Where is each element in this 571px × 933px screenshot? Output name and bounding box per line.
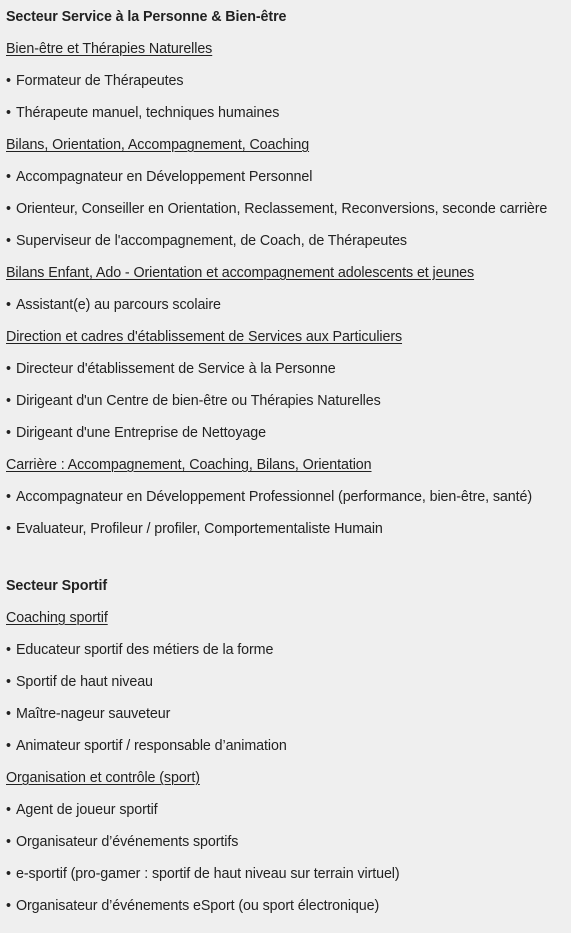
list-item: • Sportif de haut niveau — [6, 669, 571, 701]
bullet-icon: • — [6, 706, 11, 722]
list-item: • Accompagnateur en Développement Personnel — [6, 164, 571, 196]
section-service-personne — [6, 4, 571, 548]
bullet-icon: • — [6, 73, 11, 89]
list-item: • Dirigeant d'un Centre de bien-être ou Thérapies Naturelles — [6, 388, 571, 420]
group-heading: Bien-être et Thérapies Naturelles — [6, 41, 213, 57]
list-item: • Accompagnateur en Développement Professionnel (performance, bien-être, santé) — [6, 484, 571, 516]
bullet-icon: • — [6, 201, 11, 217]
group-heading: Coaching sportif — [6, 610, 108, 626]
group-heading: Direction et cadres d'établissement de Services aux Particuliers — [6, 329, 403, 345]
group-heading: Bilans Enfant, Ado - Orientation et accompagnement adolescents et jeunes — [6, 265, 475, 281]
bullet-icon: • — [6, 393, 11, 409]
list-item: • Educateur sportif des métiers de la forme — [6, 637, 571, 669]
list-item: • Organisateur d’événements eSport (ou sport électronique) — [6, 893, 571, 925]
list-item: • Assistant(e) au parcours scolaire — [6, 292, 571, 324]
group-heading: Organisation et contrôle (sport) — [6, 770, 200, 786]
list-item: • Animateur sportif / responsable d’animation — [6, 733, 571, 765]
list-item: • Superviseur de l'accompagnement, de Coach, de Thérapeutes — [6, 228, 571, 260]
bullet-icon: • — [6, 866, 11, 882]
list-item: • e-sportif (pro-gamer : sportif de haut niveau sur terrain virtuel) — [6, 861, 571, 893]
list-item: • Maître-nageur sauveteur — [6, 701, 571, 733]
section-title: Secteur Sportif — [6, 578, 107, 594]
bullet-icon: • — [6, 521, 11, 537]
bullet-icon: • — [6, 105, 11, 121]
list-item: • Dirigeant d'une Entreprise de Nettoyage — [6, 420, 571, 452]
list-item: • Evaluateur, Profileur / profiler, Comportementaliste Humain — [6, 516, 571, 548]
list-item: • Orienteur, Conseiller en Orientation, Reclassement, Reconversions, seconde carrière — [6, 196, 571, 228]
section-sportif — [6, 573, 571, 925]
bullet-icon: • — [6, 425, 11, 441]
section-title: Secteur Service à la Personne & Bien-être — [6, 9, 287, 25]
list-item: • Agent de joueur sportif — [6, 797, 571, 829]
list-item: • Thérapeute manuel, techniques humaines — [6, 100, 571, 132]
bullet-icon: • — [6, 674, 11, 690]
section-spacer — [6, 548, 571, 573]
bullet-icon: • — [6, 233, 11, 249]
list-item: • Organisateur d’événements sportifs — [6, 829, 571, 861]
bullet-icon: • — [6, 898, 11, 914]
list-item: • Formateur de Thérapeutes — [6, 68, 571, 100]
bullet-icon: • — [6, 642, 11, 658]
bullet-icon: • — [6, 489, 11, 505]
bullet-icon: • — [6, 834, 11, 850]
bullet-icon: • — [6, 297, 11, 313]
bullet-icon: • — [6, 169, 11, 185]
list-item: • Directeur d'établissement de Service à la Personne — [6, 356, 571, 388]
bullet-icon: • — [6, 738, 11, 754]
bullet-icon: • — [6, 361, 11, 377]
bullet-icon: • — [6, 802, 11, 818]
group-heading: Carrière : Accompagnement, Coaching, Bilans, Orientation — [6, 457, 372, 473]
group-heading: Bilans, Orientation, Accompagnement, Coaching — [6, 137, 310, 153]
